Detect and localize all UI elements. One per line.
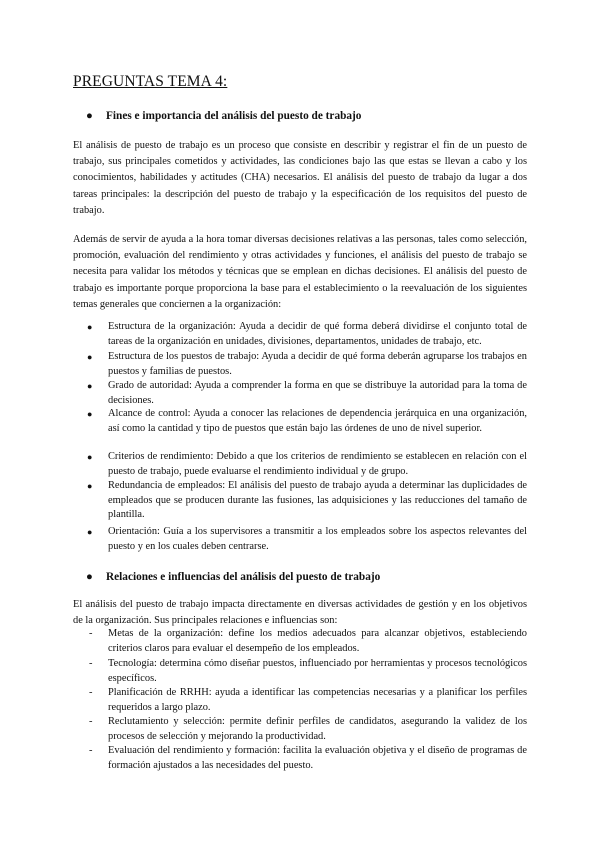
list-item-text: Estructura de los puestos de trabajo: Ayuda a decidir de qué forma deberán agruparse los trabajos en puestos y familias de puestos. [108, 351, 527, 377]
list-dash: - [89, 687, 93, 698]
list-bullet: ● [87, 409, 93, 419]
list-item-text: Tecnología: determina cómo diseñar puestos, influenciado por herramientas y procesos tecnológicos específicos. [108, 658, 527, 684]
section1-heading-text: Fines e importancia del análisis del puesto de trabajo [106, 110, 362, 122]
list-item-text: Alcance de control: Ayuda a conocer las relaciones de dependencia jerárquica en una organización, así como la cantidad y tipo de puestos que están bajo las órdenes de uno de nivel superior. [108, 408, 527, 434]
section1-paragraph-2: Además de servir de ayuda a la hora tomar diversas decisiones relativas a las personas, tales como selección, promoción, evaluación del rendimiento y otras actividades y funciones, el análisis del puesto de trabajo se necesita para validar los métodos y técnicas que se emplean en dichas decisiones. El análisis del puesto de trabajo es importante porque proporciona la base para el establecimiento o la reevaluación de los siguientes temas generales que conciernen a la organización: [73, 234, 527, 310]
section1-paragraph-1: El análisis de puesto de trabajo es un proceso que consiste en describir y registrar el fin de un puesto de trabajo, sus principales cometidos y actividades, las condiciones bajo las que estas se llevan a cabo y los conocimientos, habilidades y actitudes (CHA) necesarios. El análisis del puesto de trabajo da lugar a dos tareas principales: la descripción del puesto de trabajo y la especificación de los requisitos del puesto de trabajo. [73, 140, 527, 216]
section1-bullet: ● [86, 110, 93, 122]
list-item-text: Reclutamiento y selección: permite definir perfiles de candidatos, asegurando la validez de los procesos de selección y mejorando la productividad. [108, 716, 527, 742]
list-bullet: ● [87, 481, 93, 491]
list-dash: - [89, 745, 93, 756]
section2-paragraph: El análisis del puesto de trabajo impacta directamente en diversas actividades de gestión y en los objetivos de la organización. Sus principales relaciones e influencias son: [73, 599, 527, 627]
page-title: PREGUNTAS TEMA 4: [73, 73, 228, 90]
list-dash: - [89, 628, 93, 639]
list-dash: - [89, 658, 93, 669]
section2-heading-text: Relaciones e influencias del análisis del puesto de trabajo [106, 571, 381, 583]
list-bullet: ● [87, 352, 93, 362]
list-item-text: Evaluación del rendimiento y formación: facilita la evaluación objetiva y el diseño de programas de formación ajustados a las necesidades del puesto. [108, 745, 527, 771]
list-item-text: Criterios de rendimiento: Debido a que los criterios de rendimiento se establecen en relación con el puesto de trabajo, puede evaluarse el rendimiento individual y de grupo. [108, 451, 527, 477]
list-bullet: ● [87, 452, 93, 462]
list-item-text: Grado de autoridad: Ayuda a comprender la forma en que se distribuye la autoridad para la toma de decisiones. [108, 380, 527, 406]
list-item-text: Orientación: Guía a los supervisores a transmitir a los empleados sobre los aspectos relevantes del puesto y en los cuales deben centrarse. [108, 526, 527, 552]
list-item-text: Metas de la organización: define los medios adecuados para alcanzar objetivos, estableciendo criterios claros para evaluar el desempeño de los empleados. [108, 628, 527, 654]
list-item-text: Estructura de la organización: Ayuda a decidir de qué forma deberá dividirse el conjunto total de tareas de la organización en unidades, divisiones, departamentos, unidades de trabajo, etc. [108, 321, 527, 347]
list-bullet: ● [87, 527, 93, 537]
list-dash: - [89, 716, 93, 727]
section2-bullet: ● [86, 571, 93, 583]
list-bullet: ● [87, 322, 93, 332]
list-item-text: Planificación de RRHH: ayuda a identificar las competencias necesarias y a planificar los perfiles requeridos a largo plazo. [108, 687, 527, 713]
list-item-text: Redundancia de empleados: El análisis del puesto de trabajo ayuda a determinar las duplicidades de empleados que se producen durante las fusiones, las adquisiciones y las reducciones del tamaño de plantilla. [108, 480, 527, 521]
list-bullet: ● [87, 381, 93, 391]
